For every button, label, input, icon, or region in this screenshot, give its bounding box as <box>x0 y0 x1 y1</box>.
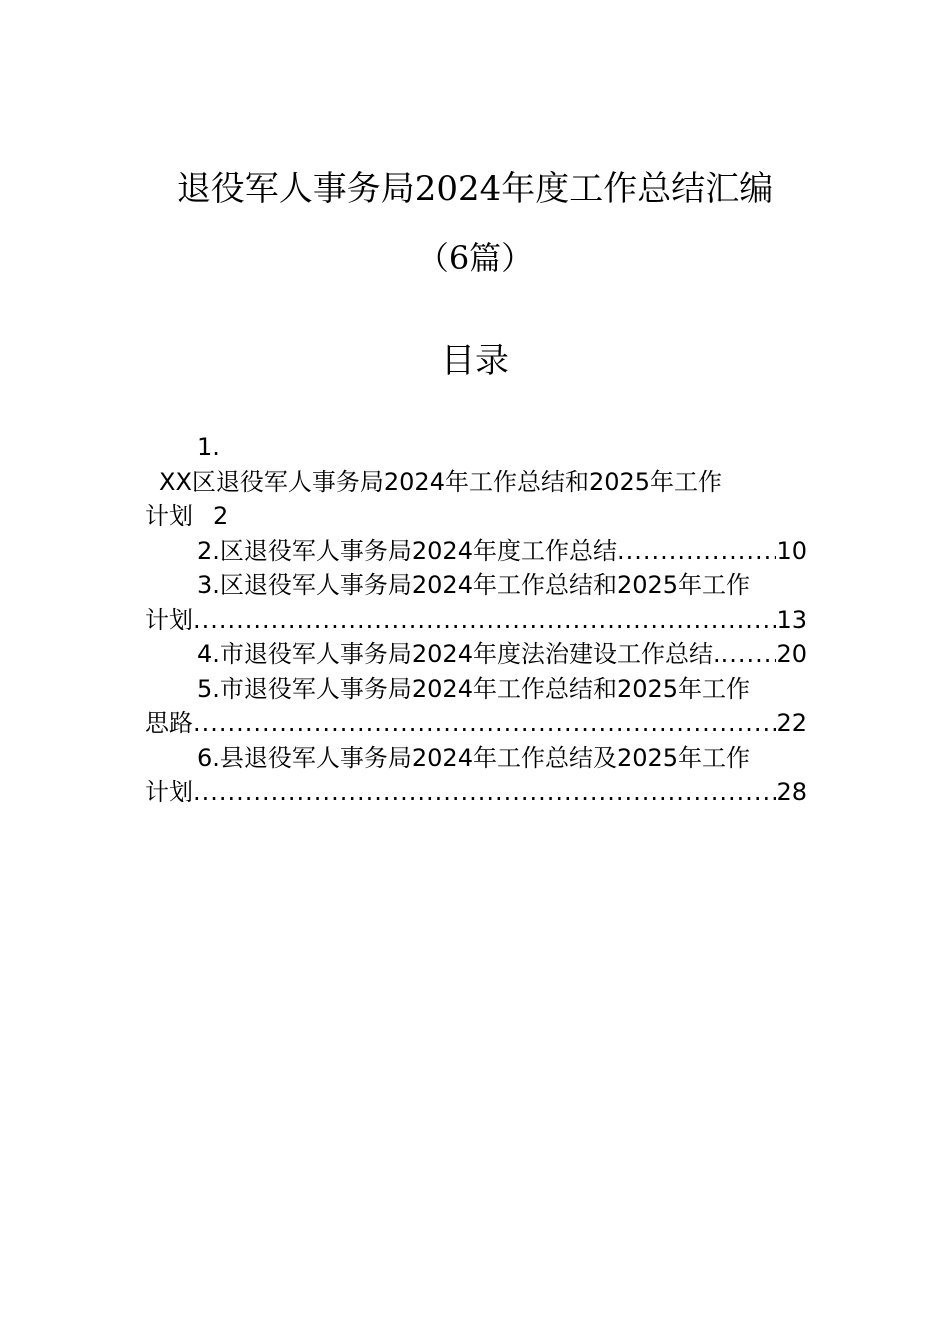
toc-entry-6-title-cont: 计划 <box>145 778 193 806</box>
table-of-contents <box>145 430 807 810</box>
toc-heading: 目录 <box>441 341 509 381</box>
toc-entry-5-title-cont: 思路 <box>145 709 193 737</box>
toc-entry-6-title-line1[interactable]: 6.县退役军人事务局2024年工作总结及2025年工作 <box>197 743 751 772</box>
toc-entry-5-title-line2[interactable] <box>145 706 807 741</box>
toc-entry-2-leader <box>617 534 776 569</box>
toc-entry-3-title-cont: 计划 <box>145 605 193 634</box>
toc-entry-3-title-line2[interactable] <box>145 603 807 638</box>
document-title: 退役军人事务局2024年度工作总结汇编 <box>176 169 774 209</box>
toc-entry-6-page: 28 <box>776 778 807 806</box>
toc-entry-1-title-cont: 计划 <box>145 502 193 530</box>
toc-entry-1-title-line1[interactable]: XX区退役军人事务局2024年工作总结和2025年工作 <box>159 467 723 496</box>
toc-entry-5-leader <box>193 706 776 741</box>
toc-entry-4-leader <box>721 637 777 672</box>
toc-entry-4-page: 20 <box>776 640 807 668</box>
toc-entry-2-title: 2.区退役军人事务局2024年度工作总结 <box>197 536 617 565</box>
toc-entry-3-title-line1[interactable]: 3.区退役军人事务局2024年工作总结和2025年工作 <box>197 571 751 599</box>
toc-entry-3-leader <box>193 603 776 638</box>
toc-entry-1-number[interactable]: 1. <box>197 433 220 461</box>
toc-entry-1-page: 2 <box>213 502 229 530</box>
toc-entry-4-title: 4.市退役军人事务局2024年度法治建设工作总结. <box>197 640 721 668</box>
toc-entry-3-page: 13 <box>776 605 807 634</box>
toc-entry-6-title-line2[interactable] <box>145 775 807 810</box>
toc-entry-1-title-line2[interactable] <box>145 499 807 534</box>
toc-entry-4[interactable] <box>145 637 807 672</box>
toc-entry-6-leader <box>193 775 776 810</box>
toc-entry-5-page: 22 <box>776 709 807 737</box>
toc-entry-2[interactable] <box>145 534 807 569</box>
toc-entry-5-title-line1[interactable]: 5.市退役军人事务局2024年工作总结和2025年工作 <box>197 674 751 703</box>
document-subtitle: （6篇） <box>416 239 534 277</box>
toc-entry-2-page: 10 <box>776 536 807 565</box>
